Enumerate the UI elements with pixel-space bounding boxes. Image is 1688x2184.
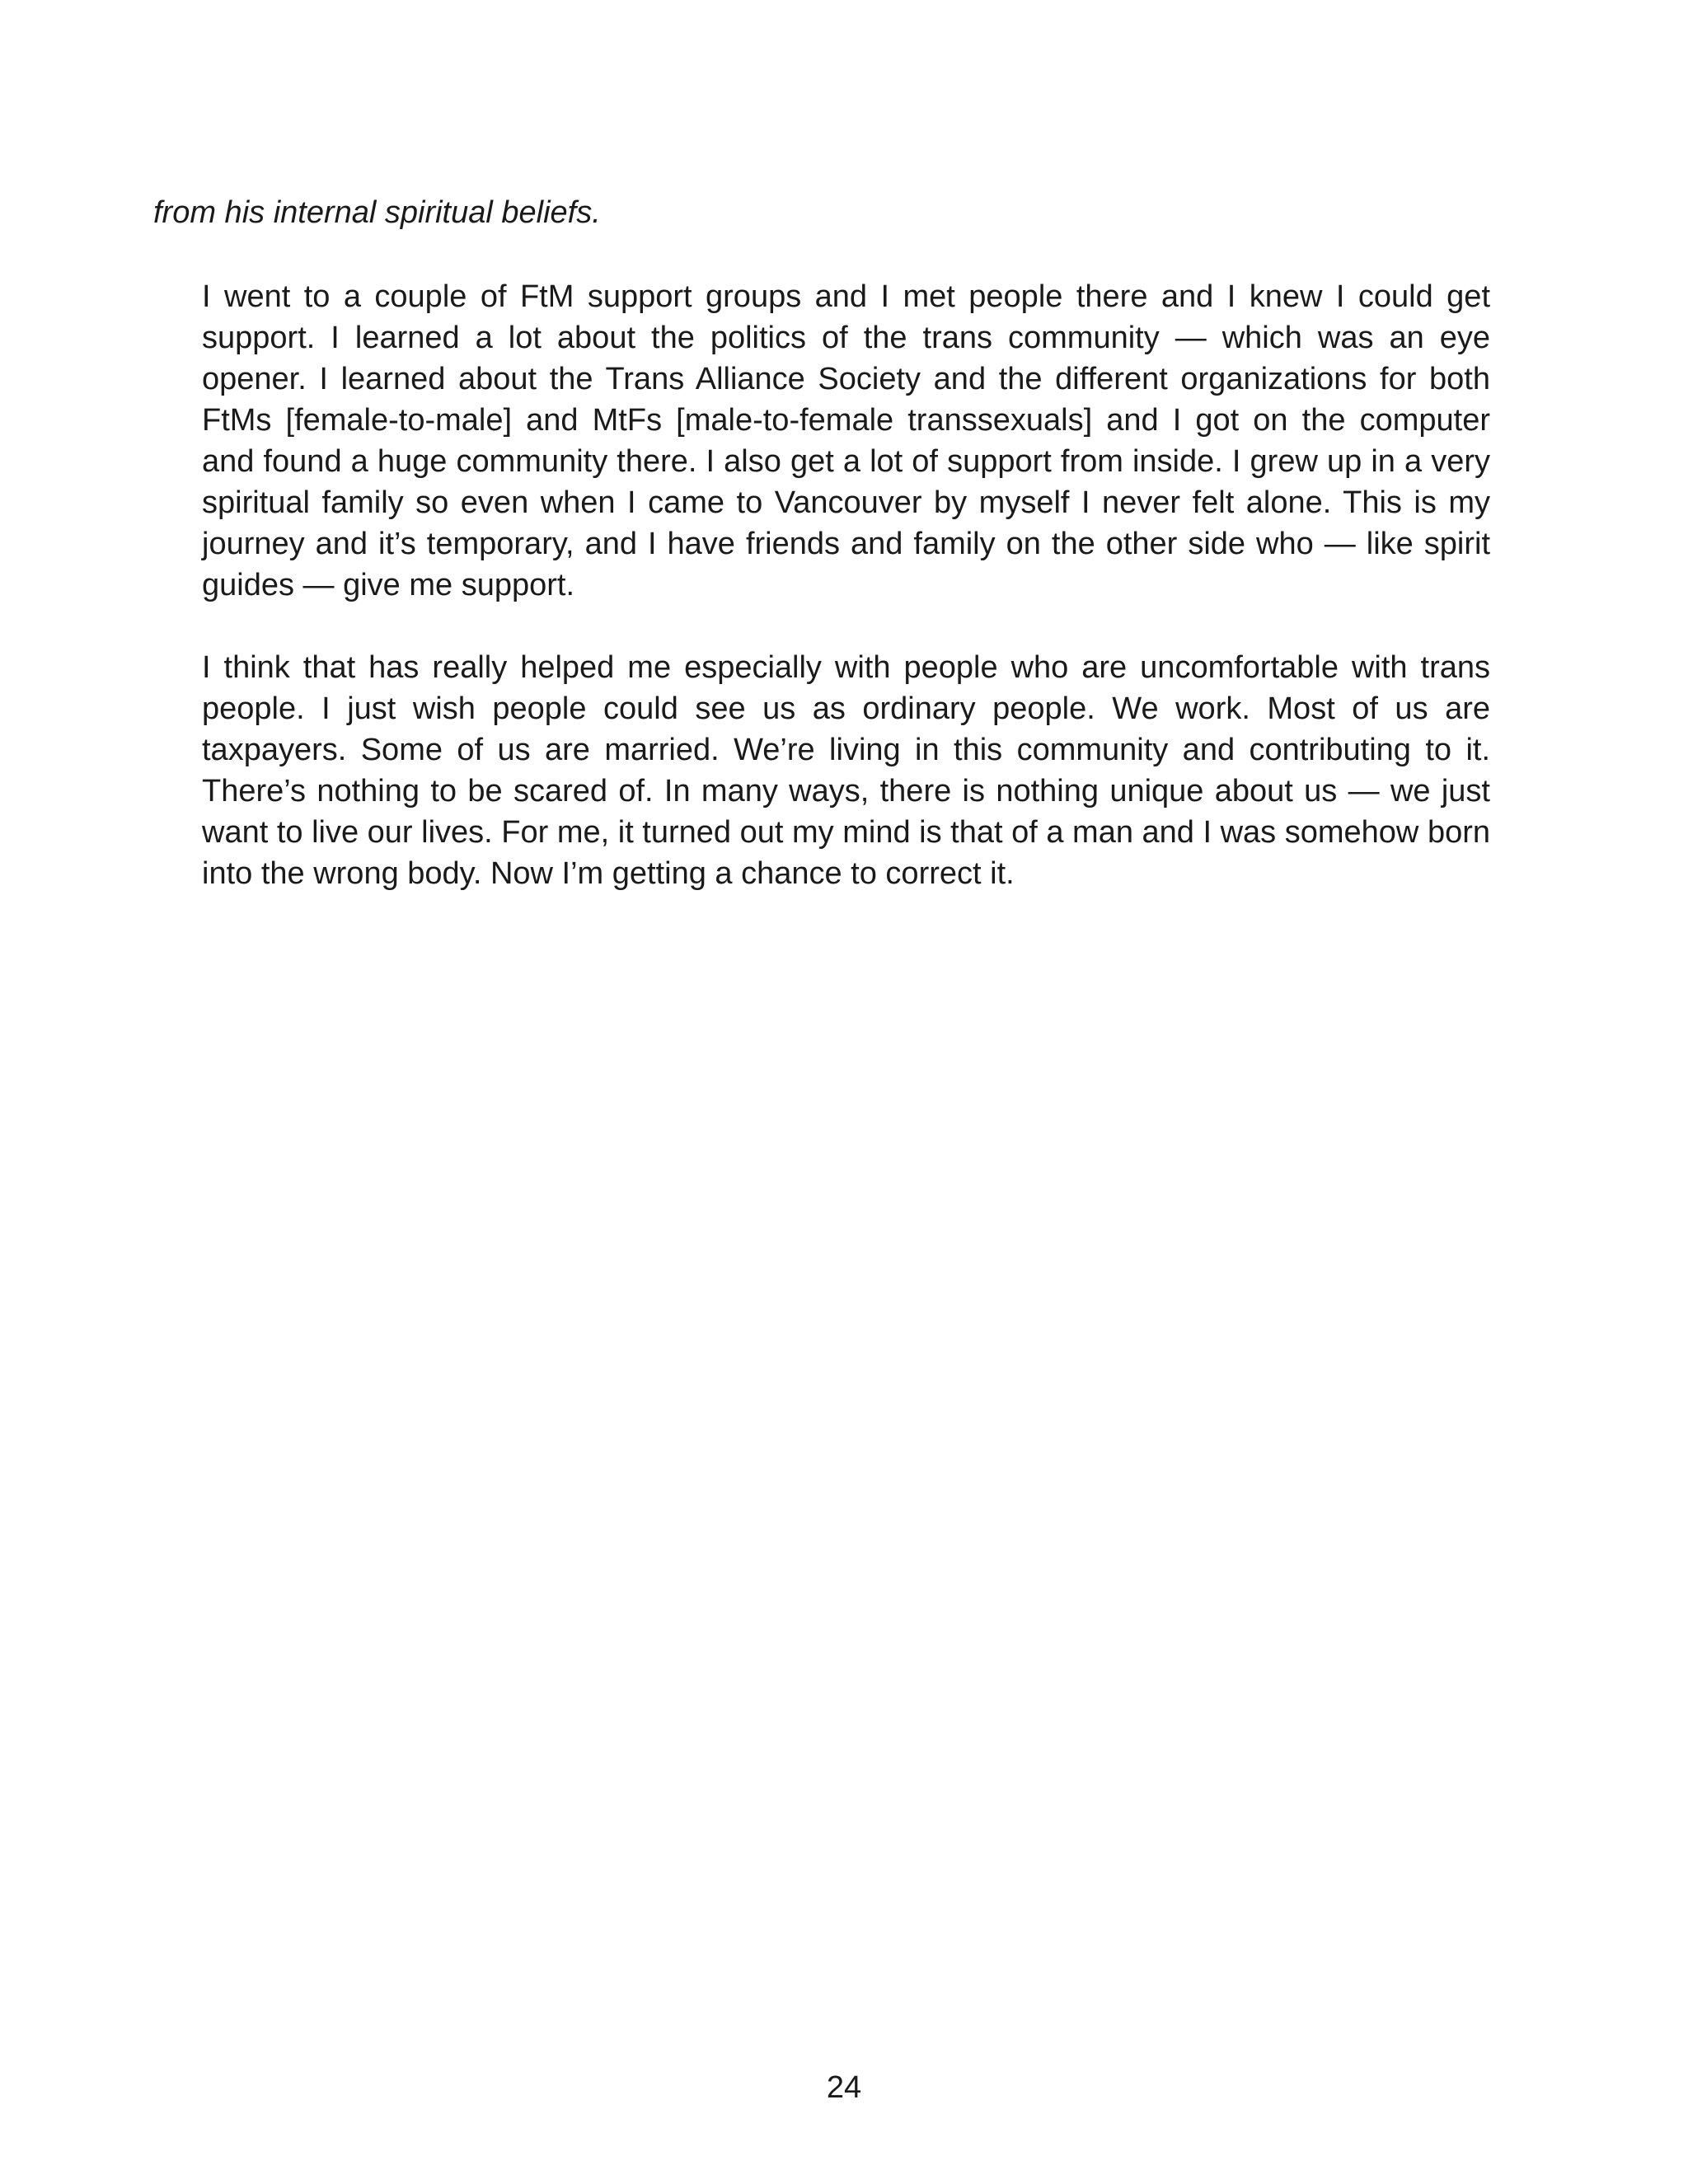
quote-paragraph-1: I went to a couple of FtM support groups and I met people there and I knew I could get support. I learned a lot about the politics of the trans community — which was an eye opener. I learned about the Trans Alliance Society and the different organizations for both FtMs [female-to-male] and MtFs [male-to-female transsexuals] and I got on the computer and found a huge community there. I also get a lot of support from inside. I grew up in a very spiritual family so even when I came to Vancouver by myself I never felt alone. This is my journey and it’s temporary, and I have friends and family on the other side who — like spirit guides — give me support. [202,279,1490,602]
intro-line: from his internal spiritual beliefs. [153,195,601,230]
page-number: 24 [826,2070,862,2105]
quote-paragraph-2: I think that has really helped me especially with people who are uncomfortable with trans people. I just wish people could see us as ordinary people. We work. Most of us are taxpayers. Some of us are married. We’re living in this community and contributing to it. There’s nothing to be scared of. In many ways, there is nothing unique about us — we just want to live our lives. For me, it turned out my mind is that of a man and I was somehow born into the wrong body. Now I’m getting a chance to correct it. [202,650,1490,891]
quote-block [202,276,1490,935]
